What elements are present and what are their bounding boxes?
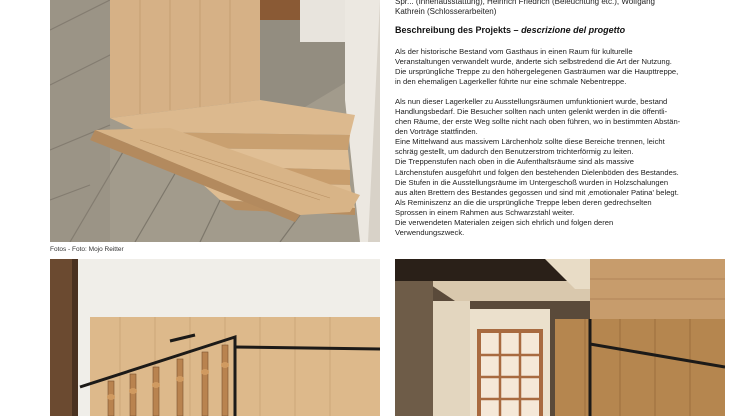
photo-window <box>395 259 725 416</box>
text-line: Die ursprüngliche Treppe zu den höhergelegenen Gasträumen war die Haupttreppe, <box>395 67 679 77</box>
paragraph-1 <box>395 47 730 87</box>
heading-german: Beschreibung des Projekts <box>395 25 512 35</box>
text-line: schräg gestellt, um dadurch den Benutzerstrom trichterförmig zu leiten. <box>395 147 634 157</box>
photo-railing <box>50 259 380 416</box>
text-line: den Vorträge stattfinden. <box>395 127 478 137</box>
text-line: Handlungsbedarf. Die Besucher sollten nach unten gelenkt werden in die öffentli- <box>395 107 668 117</box>
photo-caption: Fotos - Foto: Mojo Reitter <box>50 246 124 253</box>
photo-stairs <box>50 0 380 242</box>
text-line: Die Stufen in die Ausstellungsräume im Untergeschoß wurden in Holzschalungen <box>395 177 669 187</box>
text-line: Als der historische Bestand vom Gasthaus in einen Raum für kulturelle <box>395 47 633 56</box>
text-line: Sprossen in einem Rahmen aus Schwarzstahl weiter. <box>395 207 575 217</box>
text-line: Eine Mittelwand aus massivem Lärchenholz sollte diese Bereiche trennen, leicht <box>395 137 665 147</box>
text-line: Als Reminiszenz an die die ursprüngliche Treppe leben deren gedrechselten <box>395 197 652 207</box>
text-line: Die verwendeten Materialen zeigen sich ehrlich und folgen deren <box>395 217 614 227</box>
credits-line: Spr... (Innenausstattung), Heinrich Friedrich (Beleuchtung etc.), Wolfgang <box>395 0 655 6</box>
paragraph-2 <box>395 97 730 238</box>
description-body <box>395 47 730 248</box>
heading-separator: – <box>511 25 522 35</box>
text-line: aus alten Brettern des Bestandes gegossen und sind mit ‚emotionaler Patina' belegt. <box>395 187 679 197</box>
credits-block <box>395 0 730 17</box>
heading-italian: descrizione del progetto <box>521 25 626 35</box>
description-heading <box>395 25 730 35</box>
text-line: in den ehemaligen Lagerkeller führte nur eine schmale Nebentreppe. <box>395 77 627 87</box>
text-line: Veranstaltungen verwandelt wurde, änderte sich selbstredend die Art der Nutzung. <box>395 57 672 67</box>
text-line: Die Treppenstufen nach oben in die Aufenthaltsräume sind als massive <box>395 157 634 167</box>
text-line: Verwendungszweck. <box>395 227 465 237</box>
credits-line: Kathrein (Schlosserarbeiten) <box>395 7 497 16</box>
text-line: Als nun dieser Lagerkeller zu Ausstellungsräumen umfunktioniert wurde, bestand <box>395 97 668 107</box>
text-line: chen Räume, der erste Weg sollte nicht nach oben führen, wo in bestimmten Abstän- <box>395 117 681 127</box>
text-line: Lärchenstufen ausgeführt und folgen den bestehenden Dielenböden des Bestandes. <box>395 167 679 177</box>
